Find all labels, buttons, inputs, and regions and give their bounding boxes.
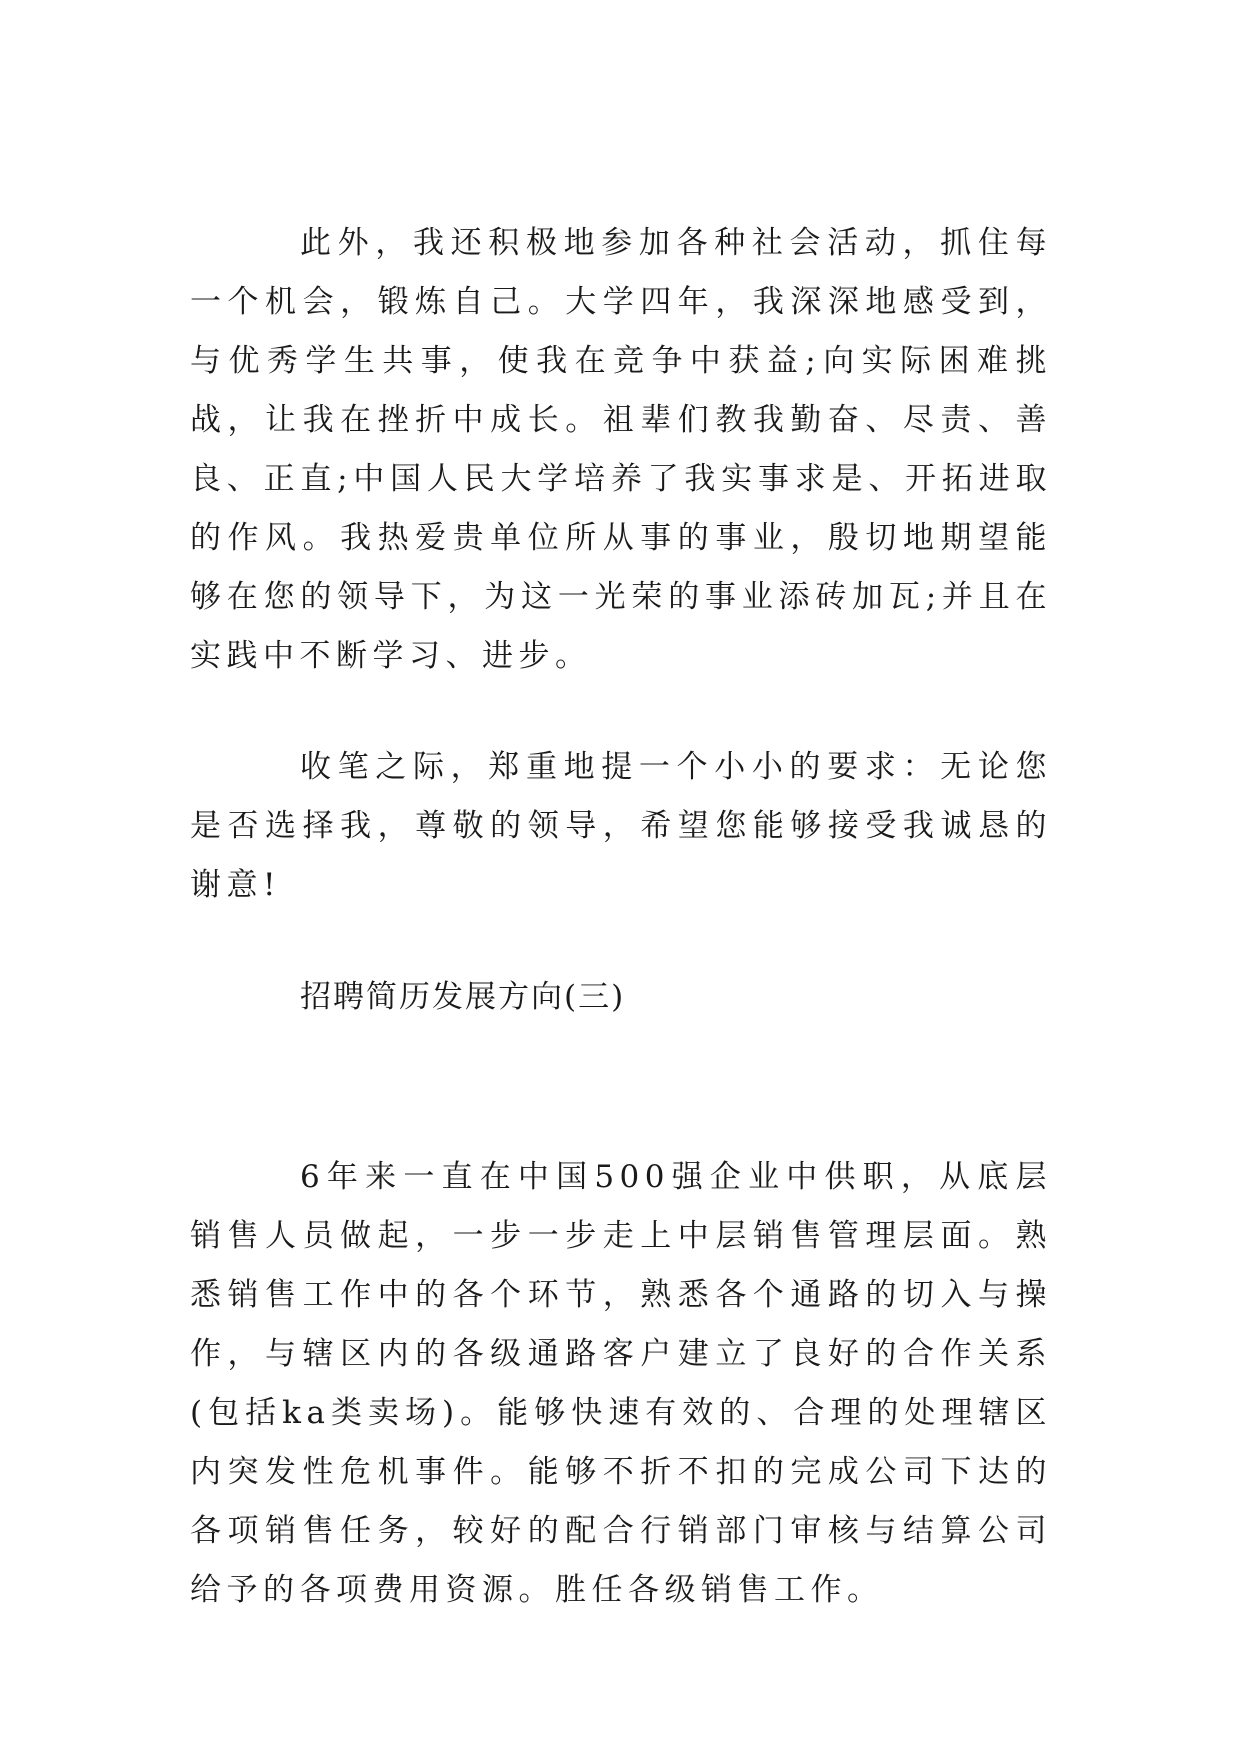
paragraph-social-activities: 此外，我还积极地参加各种社会活动，抓住每一个机会，锻炼自己。大学四年，我深深地感受到，与优秀学生共事，使我在竞争中获益;向实际困难挑战，让我在挫折中成长。祖辈们教我勤奋、尽责、善良、正直;中国人民大学培养了我实事求是、开拓进取的作风。我热爱贵单位所从事的事业，殷切地期望能够在您的领导下，为这一光荣的事业添砖加瓦;并且在实践中不断学习、进步。 — [190, 225, 1052, 674]
paragraph-closing-request: 收笔之际，郑重地提一个小小的要求：无论您是否选择我，尊敬的领导，希望您能够接受我诚恳的谢意! — [190, 749, 1052, 903]
section-heading: 招聘简历发展方向(三) — [300, 979, 626, 1015]
paragraph-career-summary: 6年来一直在中国500强企业中供职，从底层销售人员做起，一步一步走上中层销售管理层面。熟悉销售工作中的各个环节，熟悉各个通路的切入与操作，与辖区内的各级通路客户建立了良好的合作关系(包括ka类卖场)。能够快速有效的、合理的处理辖区内突发性危机事件。能够不折不扣的完成公司下达的各项销售任务，较好的配合行销部门审核与结算公司给予的各项费用资源。胜任各级销售工作。 — [190, 1159, 1052, 1608]
